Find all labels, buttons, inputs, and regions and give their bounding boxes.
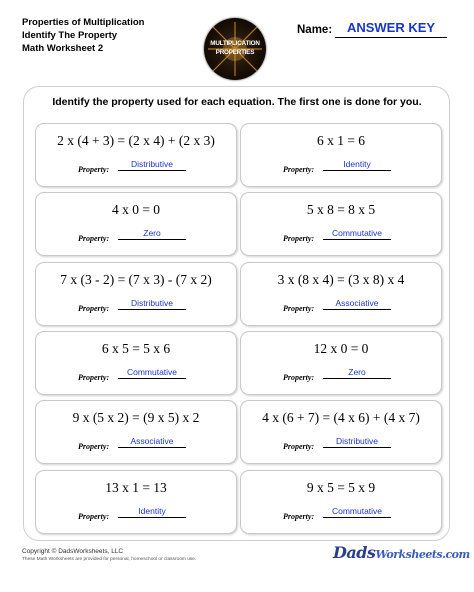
property-label: Property:	[283, 234, 315, 243]
equation: 4 x 0 = 0	[111, 202, 161, 217]
equation: 6 x 5 = 5 x 6	[101, 341, 171, 356]
property-label: Property:	[283, 373, 315, 382]
property-label: Property:	[78, 442, 110, 451]
problem-card	[35, 331, 237, 395]
problem-card	[240, 331, 442, 395]
property-answer: Commutative	[323, 506, 391, 518]
property-answer: Distributive	[118, 298, 186, 310]
problem-card	[240, 262, 442, 326]
problem-card	[35, 470, 237, 534]
equation: 12 x 0 = 0	[313, 341, 369, 356]
property-answer: Identity	[323, 159, 391, 171]
name-field: ANSWER KEY	[335, 20, 447, 38]
brand-part1: Dads	[333, 543, 376, 562]
property-label: Property:	[283, 442, 315, 451]
property-label: Property:	[78, 373, 110, 382]
property-answer: Distributive	[323, 436, 391, 448]
property-label: Property:	[78, 234, 110, 243]
property-label: Property:	[78, 512, 110, 521]
equation: 13 x 1 = 13	[105, 480, 167, 495]
property-answer: Zero	[323, 367, 391, 379]
equation: 7 x (3 - 2) = (7 x 3) - (7 x 2)	[60, 272, 212, 287]
problem-card	[240, 400, 442, 464]
property-label: Property:	[283, 304, 315, 313]
property-answer: Associative	[323, 298, 391, 310]
equation: 4 x (6 + 7) = (4 x 6) + (4 x 7)	[262, 410, 420, 425]
equation: 9 x (5 x 2) = (9 x 5) x 2	[72, 410, 200, 425]
property-label: Property:	[78, 165, 110, 174]
problem-card	[240, 123, 442, 187]
property-label: Property:	[283, 512, 315, 521]
property-answer: Associative	[118, 436, 186, 448]
problem-card	[35, 262, 237, 326]
equation: 9 x 5 = 5 x 9	[306, 480, 376, 495]
brand-part2: Worksheets.com	[375, 548, 470, 561]
property-label: Property:	[283, 165, 315, 174]
worksheet-subtitle: Identify The Property	[22, 30, 118, 41]
equation: 2 x (4 + 3) = (2 x 4) + (2 x 3)	[57, 133, 215, 148]
property-label: Property:	[78, 304, 110, 313]
worksheet-title: Properties of Multiplication	[22, 17, 145, 28]
problem-card	[240, 470, 442, 534]
property-answer: Distributive	[118, 159, 186, 171]
worksheet-header	[22, 16, 144, 55]
problem-card	[35, 400, 237, 464]
logo-text-line2: PROPERTIES	[215, 49, 255, 56]
property-answer: Zero	[118, 228, 186, 240]
equation: 3 x (8 x 4) = (3 x 8) x 4	[277, 272, 405, 287]
property-answer: Commutative	[118, 367, 186, 379]
equation: 5 x 8 = 8 x 5	[306, 202, 376, 217]
brand-logo	[333, 543, 470, 562]
property-answer: Commutative	[323, 228, 391, 240]
problem-card	[240, 192, 442, 256]
multiplication-properties-logo	[204, 18, 266, 80]
property-answer: Identity	[118, 506, 186, 518]
name-label: Name:	[297, 24, 333, 36]
instructions: Identify the property used for each equation. The first one is done for you.	[52, 96, 422, 108]
problem-card	[35, 123, 237, 187]
usage-notice: These Math Worksheets are provided for personal, homeschool or classroom use.	[22, 557, 197, 562]
equation: 6 x 1 = 6	[316, 133, 366, 148]
copyright-text: Copyright © DadsWorksheets, LLC	[22, 548, 124, 555]
worksheet-number: Math Worksheet 2	[22, 43, 104, 54]
problem-card	[35, 192, 237, 256]
logo-text-line1: MULTIPLICATION	[210, 40, 260, 47]
